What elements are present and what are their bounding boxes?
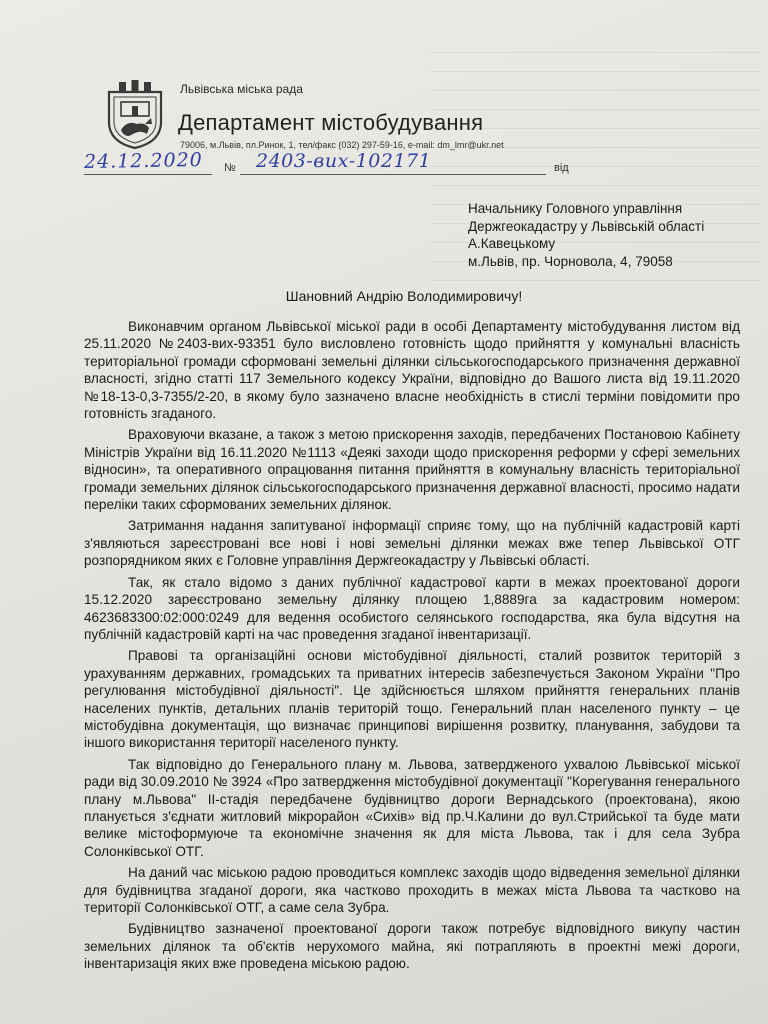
- lviv-coat-of-arms-icon: [105, 78, 165, 150]
- addressee-line: Держгеокадастру у Львівській області: [468, 218, 705, 234]
- body-paragraph: Правові та організаційні основи містобудівної діяльності, сталий розвиток територій з урахуванням державних, громадських та приватних інтересів забезпечується Законом України "Про регулювання містобудівної діяльності". Це здійснюється шляхом прийняття генеральних планів населених пунктів, детальних планів територій тощо. Генеральний план населеного пункту – це містобудівна документація, що визначає принципові вирішення розвитку, планування, забудови та іншого використання території населеного пункту.: [84, 648, 740, 751]
- salutation: Шановний Андрію Володимировичу!: [285, 288, 523, 304]
- body-paragraph: Так, як стало відомо з даних публічної кадастрової карти в межах проектованої дороги 15.12.2020 зареєстровано земельну ділянку площею 1,8889га за кадастровим номером: 4623683300:02:000:0249 для ведення особистого селянського господарства, яка була відсутня на публічній кадастровій карті на час проведення згаданої інвентаризації.: [84, 574, 740, 642]
- body-paragraph: Затримання надання запитуваної інформації сприяє тому, що на публічній кадастровій карті з'являються зареєстровані все нові і нові земельні ділянки межах вже тепер Львівської ОТГ розпорядником яких є Головне управління Держгеокадастру у Львівські області.: [84, 518, 740, 569]
- number-label: №: [224, 162, 236, 174]
- body-paragraph: Виконавчим органом Львівської міської ради в особі Департаменту містобудування листом від 25.11.2020 №2403-вих-93351 було висловлено готовність щодо прийняття у комунальні власність територіальної громади сформовані земельні ділянки сільськогосподарського призначення державної власності, згідно статті 117 Земельного кодексу України, відповідно до Вашого листа від 19.11.2020 №18-13-0,3-7355/2-20, в якому було зазначено власне необхідність в стислі терміни повідомити про готовність згаданого.: [84, 319, 740, 422]
- body-paragraph: Будівництво зазначеної проектованої дороги також потребує відповідного викупу частин земельних ділянок та об'єктів нерухомого майна, які потрапляють в проектні межі дороги, інвентаризація яких вже проведена міською радою.: [84, 921, 740, 972]
- date-underline: [84, 174, 212, 175]
- registration-line: [84, 150, 584, 178]
- body-paragraph: Враховуючи вказане, а також з метою прискорення заходів, передбачених Постановою Кабінету Міністрів України від 16.11.2020 №1113 «Деякі заходи щодо прискорення реформи у сфері земельних відносин», та оперативного опрацювання питання прийняття в комунальну власність територіальної громади земельних ділянок сільськогосподарського призначення державної власності, просимо надати переліки таких сформованих земельних ділянок.: [84, 427, 740, 513]
- addressee-line: А.Кавецькому: [468, 236, 556, 251]
- from-label: від: [554, 162, 569, 174]
- addressee-line: Начальнику Головного управління: [468, 201, 683, 216]
- letter-body: [84, 318, 740, 977]
- body-paragraph: На даний час міською радою проводиться комплекс заходів щодо відведення земельної ділянки для будівництва згаданої дороги, яка частково проходить в межах міста Львова та частково на території Солонківської ОТГ, а саме села Зубра.: [84, 865, 740, 915]
- number-underline: [240, 174, 546, 175]
- department-contacts: 79006, м.Львів, пл.Ринок, 1, тел/факс (032) 297-59-16, e-mail: dm_lmr@ukr.net: [180, 140, 504, 150]
- department-title: Департамент містобудування: [178, 110, 484, 135]
- addressee-line: м.Львів, пр. Чорновола, 4, 79058: [468, 253, 673, 269]
- organization-name: Львівська міська рада: [180, 82, 303, 96]
- registration-date: 24.12.2020: [83, 148, 203, 174]
- addressee-block: [468, 200, 738, 270]
- body-paragraph: Так відповідно до Генерального плану м. Львова, затвердженого ухвалою Львівської міської ради від 30.09.2010 № 3924 «Про затвердження містобудівної документації "Корегування генерального плану м.Львова" ІІ-стадія передбачене будівництво дороги Вернадського (проектована), якою планується з'єднати житловий мікрорайон «Сихів» від пр.Ч.Калини до вул.Стрийської та буде мати велике містоформуюче та економічне значення як для міста Львова, так і для села Зубра Солонківської ОТГ.: [84, 756, 740, 859]
- registration-number: 2403-вих-102171: [256, 150, 432, 172]
